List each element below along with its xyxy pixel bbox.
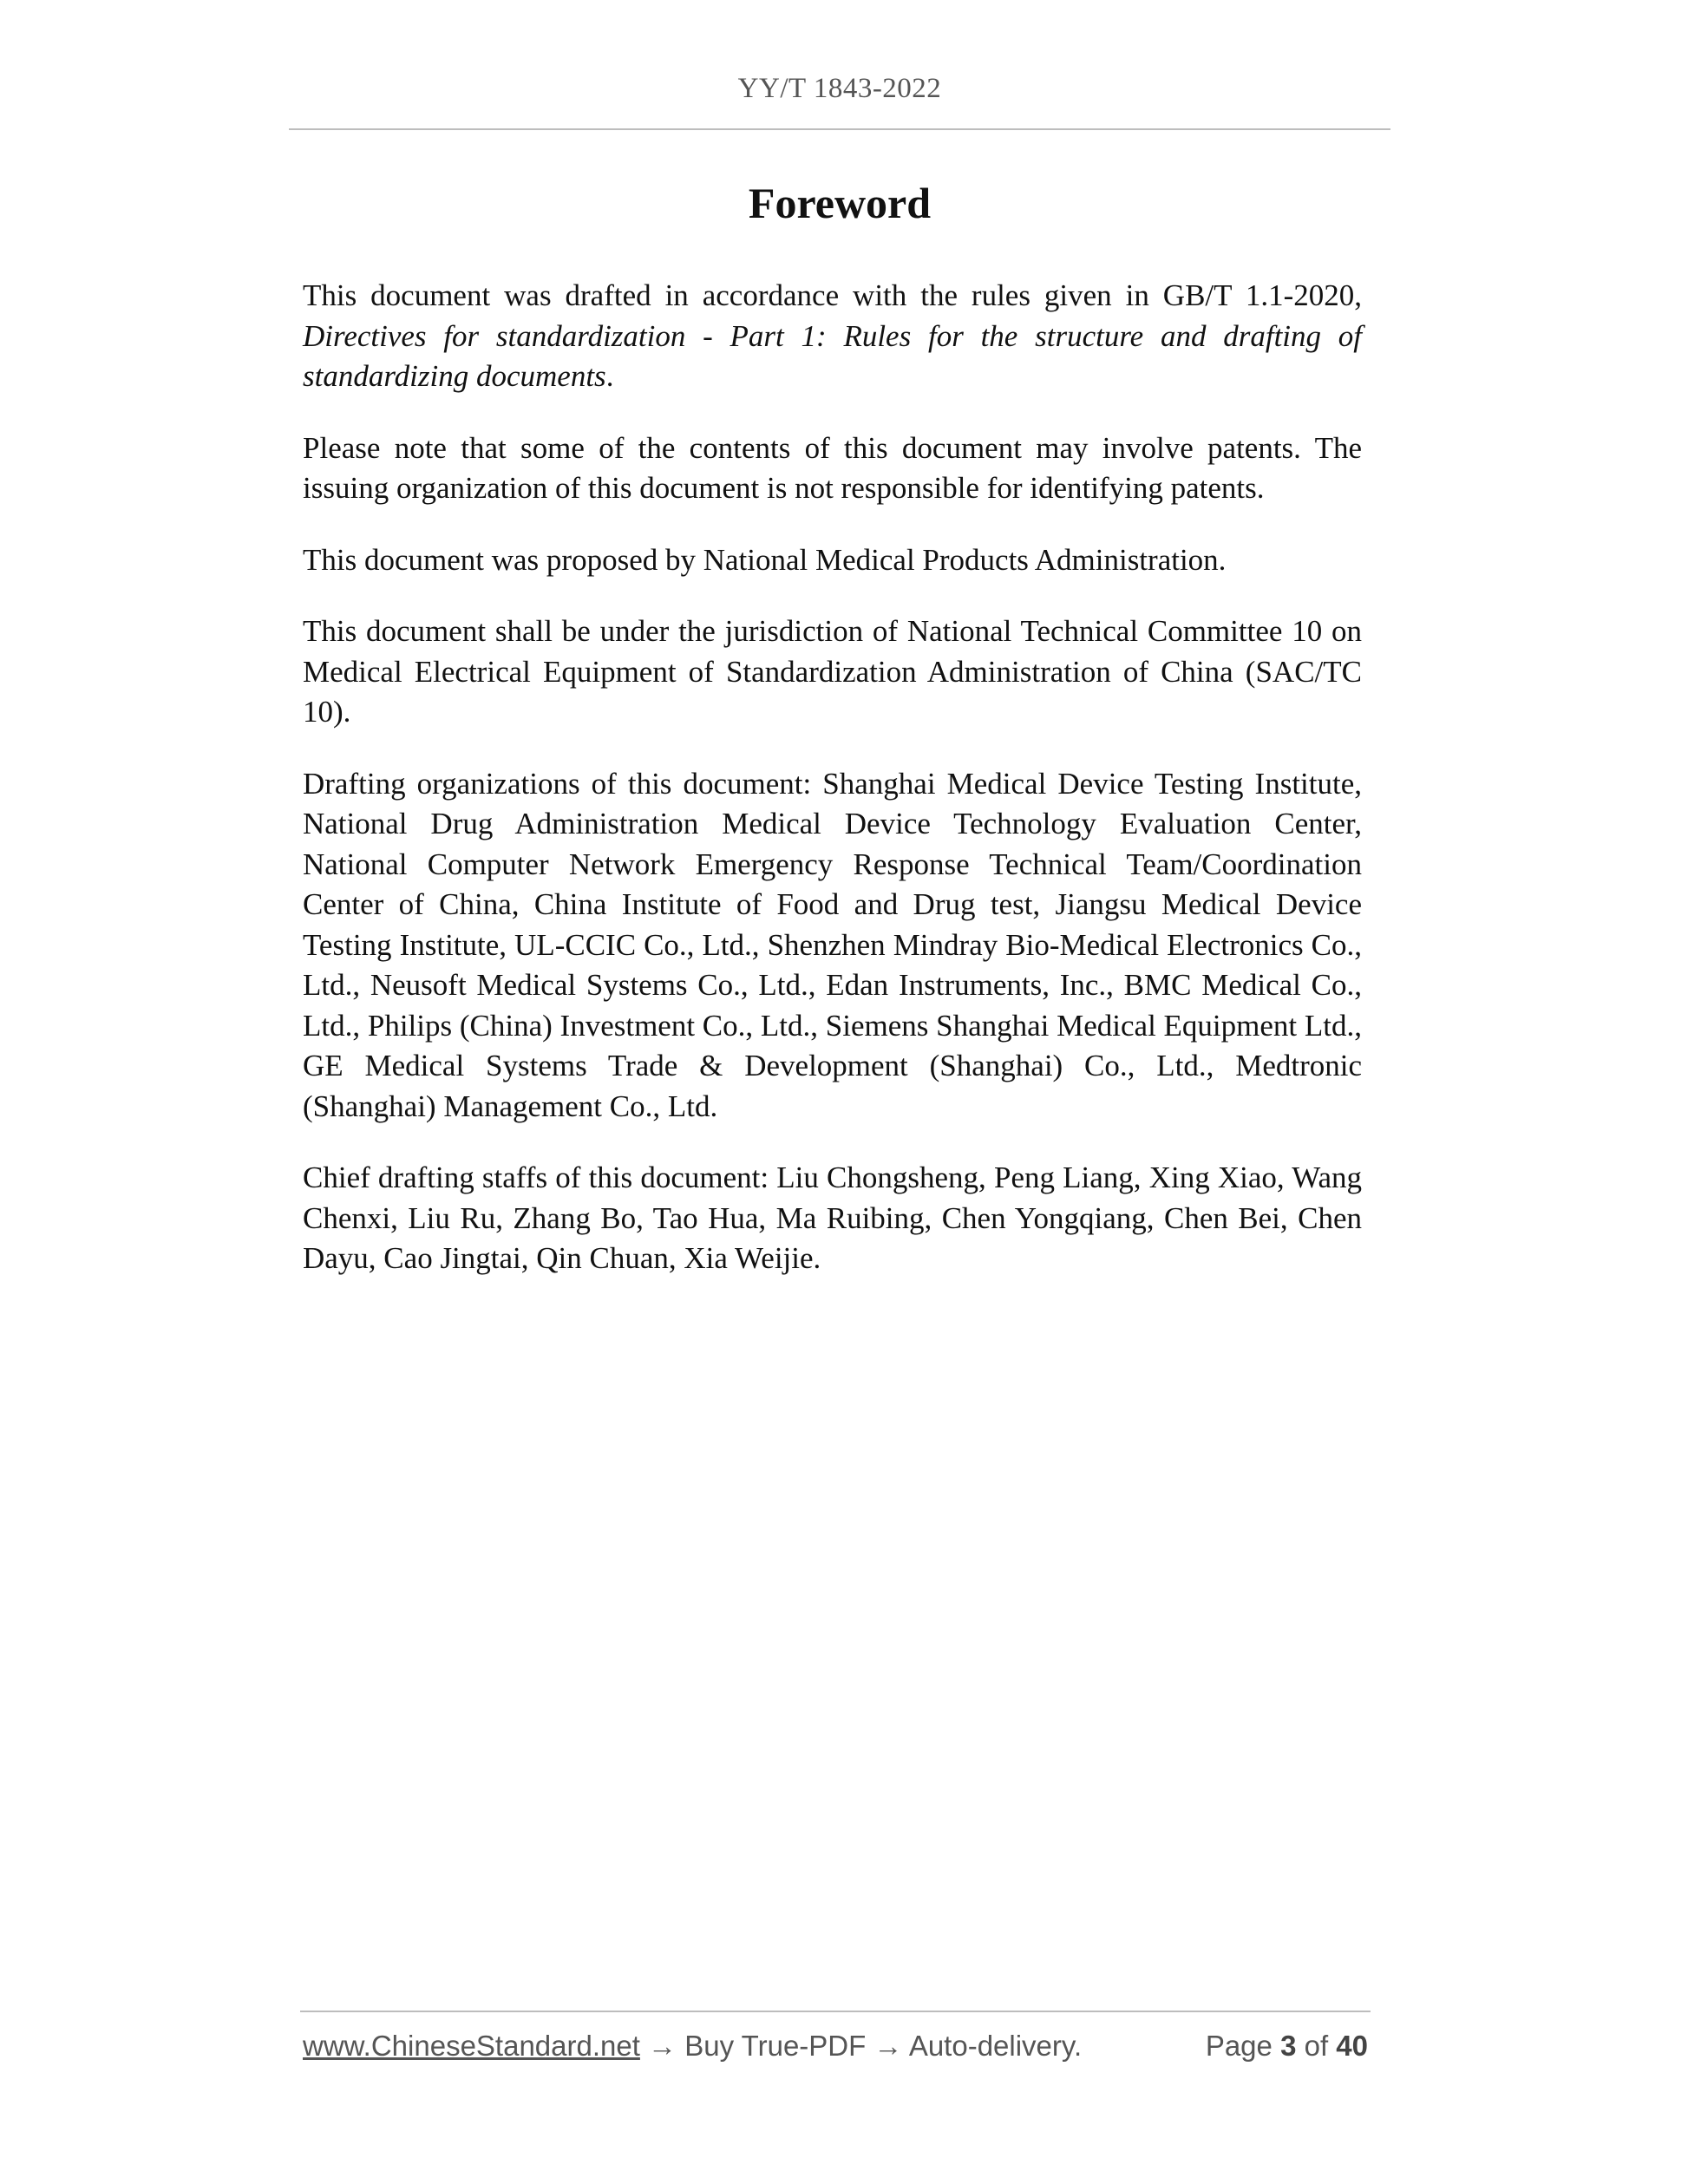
page-of-label: of: [1296, 2030, 1337, 2062]
website-link[interactable]: www.ChineseStandard.net: [303, 2030, 640, 2062]
current-page-number: 3: [1280, 2030, 1297, 2062]
paragraph-drafting-rules-end: .: [605, 359, 614, 393]
foreword-body: [303, 276, 1362, 1279]
page-title: Foreword: [748, 179, 932, 227]
page-header-doc-code: YY/T 1843-2022: [737, 73, 942, 104]
paragraph-proposed-by: This document was proposed by National Medical Products Administration.: [303, 542, 1227, 577]
paragraph-drafting-staff: Chief drafting staffs of this document: Liu Chongsheng, Peng Liang, Xing Xiao, Wang Chenxi, Liu Ru, Zhang Bo, Tao Hua, Ma Ruibing, Chen Yongqiang, Chen Bei, Chen Dayu, Cao Jingtai, Qin Chuan, Xia Weijie.: [303, 1161, 1362, 1275]
header-divider: [289, 128, 1390, 130]
directives-title-italic: Directives for standardization - Part 1: Rules for the structure and drafting of standardizing documents: [303, 318, 1362, 393]
footer-tagline: → Buy True-PDF → Auto-delivery.: [639, 2030, 1083, 2062]
footer-promo: [303, 2030, 1082, 2063]
paragraph-patents-notice: Please note that some of the contents of this document may involve patents. The issuing organization of this document is not responsible for identifying patents.: [303, 430, 1362, 505]
page-number: [1206, 2030, 1368, 2063]
page-footer: [303, 2030, 1368, 2068]
paragraph-drafting-rules-text: This document was drafted in accordance with the rules given in GB/T 1.1-2020,: [303, 278, 1362, 312]
page-label: Page: [1205, 2030, 1281, 2062]
paragraph-jurisdiction: This document shall be under the jurisdiction of National Technical Committee 10 on Medical Electrical Equipment of Standardization Administration of China (SAC/TC 10).: [303, 614, 1362, 729]
footer-divider: [300, 2011, 1371, 2012]
paragraph-drafting-rules: [303, 276, 1362, 397]
total-page-count: 40: [1336, 2030, 1368, 2062]
paragraph-drafting-organizations: Drafting organizations of this document: Shanghai Medical Device Testing Institute, National Drug Administration Medical Device Technology Evaluation Center, National Computer Network Emergency Response Technical Team/Coordination Center of China, China Institute of Food and Drug test, Jiangsu Medical Device Testing Institute, UL-CCIC Co., Ltd., Shenzhen Mindray Bio-Medical Electronics Co., Ltd., Neusoft Medical Systems Co., Ltd., Edan Instruments, Inc., BMC Medical Co., Ltd., Philips (China) Investment Co., Ltd., Siemens Shanghai Medical Equipment Ltd., GE Medical Systems Trade & Development (Shanghai) Co., Ltd., Medtronic (Shanghai) Management Co., Ltd.: [303, 766, 1362, 1123]
